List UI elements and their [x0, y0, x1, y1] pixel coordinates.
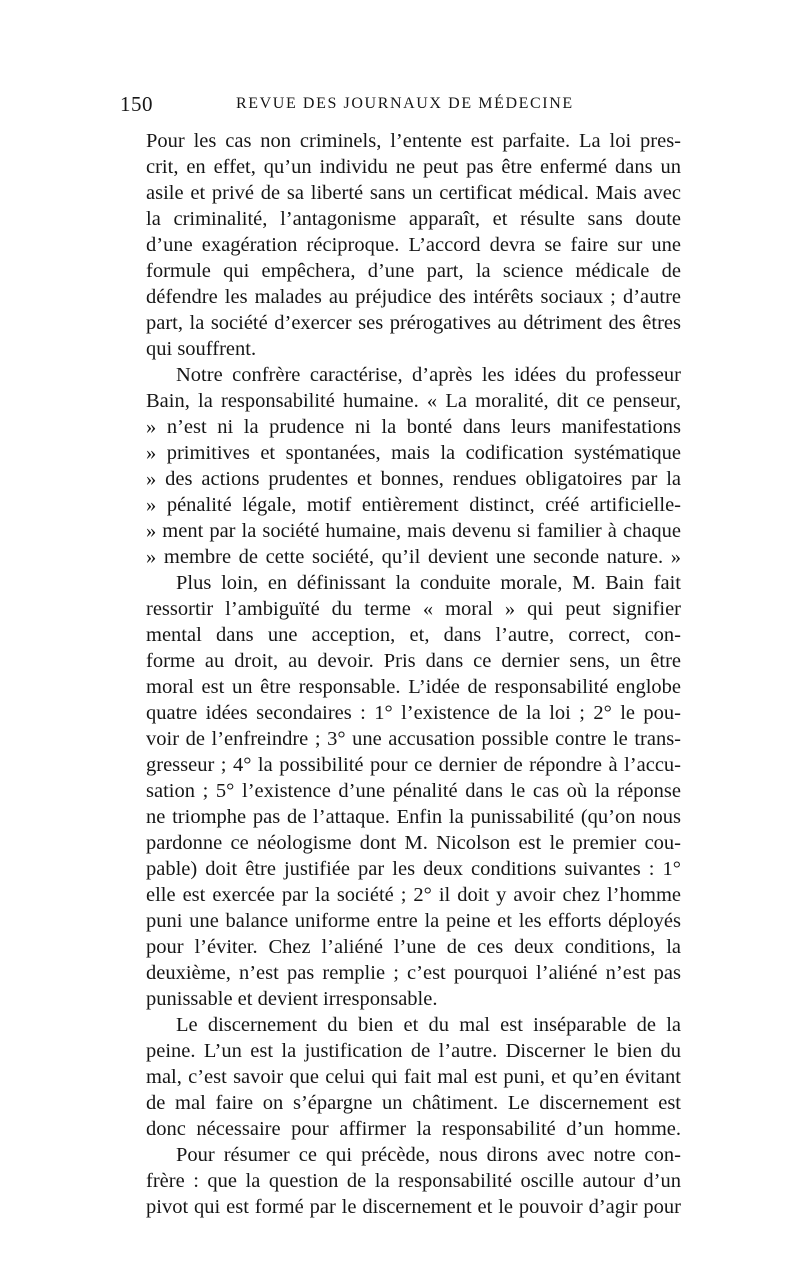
text-line: moral est un être responsable. L’idée de responsabilité englobe [146, 676, 681, 698]
text-line: peine. L’un est la justification de l’autre. Discerner le bien du [146, 1040, 681, 1062]
page-number: 150 [120, 92, 153, 116]
text-line: » des actions prudentes et bonnes, rendues obligatoires par la [146, 468, 681, 490]
text-line: » n’est ni la prudence ni la bonté dans leurs manifestations [146, 416, 681, 438]
text-line: mental dans une acception, et, dans l’autre, correct, con- [146, 624, 681, 646]
text-line: deuxième, n’est pas remplie ; c’est pourquoi l’aliéné n’est pas [146, 962, 681, 984]
text-line: Pour résumer ce qui précède, nous dirons avec notre con- [176, 1144, 681, 1166]
text-line: d’une exagération réciproque. L’accord devra se faire sur une [146, 234, 681, 256]
text-line: gresseur ; 4° la possibilité pour ce dernier de répondre à l’accu- [146, 754, 681, 776]
text-line: Bain, la responsabilité humaine. « La moralité, dit ce penseur, [146, 390, 681, 412]
running-title: REVUE DES JOURNAUX DE MÉDECINE [236, 95, 574, 112]
text-line: la criminalité, l’antagonisme apparaît, et résulte sans doute [146, 208, 681, 230]
text-line: ressortir l’ambiguïté du terme « moral » qui peut signifier [146, 598, 681, 620]
text-line: qui souffrent. [146, 338, 257, 360]
text-line: Le discernement du bien et du mal est inséparable de la [176, 1014, 681, 1036]
text-line: pour l’éviter. Chez l’aliéné l’une de ces deux conditions, la [146, 936, 681, 958]
text-line: défendre les malades au préjudice des intérêts sociaux ; d’autre [146, 286, 681, 308]
text-line: asile et privé de sa liberté sans un certificat médical. Mais avec [146, 182, 681, 204]
text-line: de mal faire on s’épargne un châtiment. Le discernement est [146, 1092, 681, 1114]
text-line: mal, c’est savoir que celui qui fait mal est puni, et qu’en évitant [146, 1066, 681, 1088]
text-line: Pour les cas non criminels, l’entente est parfaite. La loi pres- [146, 130, 681, 152]
text-line: » pénalité légale, motif entièrement distinct, créé artificielle- [146, 494, 681, 516]
text-line: puni une balance uniforme entre la peine et les efforts déployés [146, 910, 681, 932]
text-line: part, la société d’exercer ses prérogatives au détriment des êtres [146, 312, 681, 334]
text-line: ne triomphe pas de l’attaque. Enfin la punissabilité (qu’on nous [146, 806, 681, 828]
text-line: voir de l’enfreindre ; 3° une accusation possible contre le trans- [146, 728, 681, 750]
text-line: crit, en effet, qu’un individu ne peut pas être enfermé dans un [146, 156, 681, 178]
text-line: » primitives et spontanées, mais la codification systématique [146, 442, 681, 464]
text-line: frère : que la question de la responsabilité oscille autour d’un [146, 1170, 681, 1192]
text-line: sation ; 5° l’existence d’une pénalité dans le cas où la réponse [146, 780, 681, 802]
text-line: pardonne ce néologisme dont M. Nicolson est le premier cou- [146, 832, 681, 854]
text-line: quatre idées secondaires : 1° l’existence de la loi ; 2° le pou- [146, 702, 681, 724]
text-line: punissable et devient irresponsable. [146, 988, 438, 1010]
page-header [112, 90, 682, 118]
text-line: Notre confrère caractérise, d’après les idées du professeur [176, 364, 681, 386]
text-line: pivot qui est formé par le discernement et le pouvoir d’agir pour [146, 1196, 681, 1218]
text-line: Plus loin, en définissant la conduite morale, M. Bain fait [176, 572, 681, 594]
text-line: donc nécessaire pour affirmer la responsabilité d’un homme. [146, 1118, 681, 1140]
text-line: formule qui empêchera, d’une part, la science médicale de [146, 260, 681, 282]
text-line: » ment par la société humaine, mais devenu si familier à chaque [146, 520, 681, 542]
text-line: pable) doit être justifiée par les deux conditions suivantes : 1° [146, 858, 681, 880]
text-line: elle est exercée par la société ; 2° il doit y avoir chez l’homme [146, 884, 681, 906]
text-line: forme au droit, au devoir. Pris dans ce dernier sens, un être [146, 650, 681, 672]
text-line: » membre de cette société, qu’il devient une seconde nature. » [146, 546, 681, 568]
